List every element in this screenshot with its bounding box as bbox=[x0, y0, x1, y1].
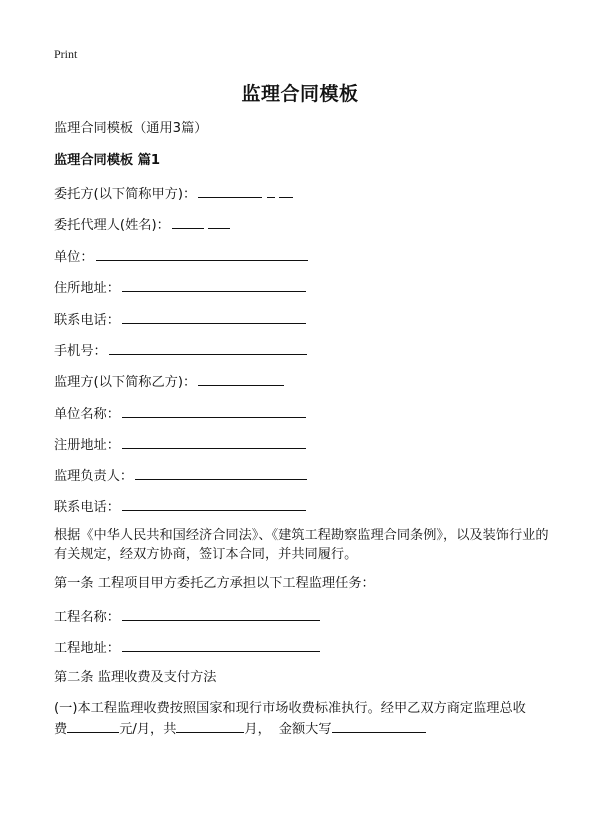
mobile-label: 手机号： bbox=[54, 344, 107, 359]
fee-month: 月， bbox=[244, 722, 271, 737]
unit-field bbox=[54, 248, 308, 266]
project-address-blank bbox=[122, 639, 320, 652]
fee-unit-month: 元/月，共 bbox=[119, 722, 177, 737]
address-label: 住所地址： bbox=[54, 281, 120, 296]
mobile-blank bbox=[109, 342, 307, 355]
print-link[interactable]: Print bbox=[54, 47, 78, 61]
agent-blank-2 bbox=[208, 216, 230, 229]
supervisor-blank bbox=[198, 373, 284, 386]
supervisor-head-blank bbox=[135, 467, 307, 480]
document-title: 监理合同模板 bbox=[241, 83, 359, 105]
fee-amount-label: 金额大写 bbox=[278, 722, 332, 737]
address-blank bbox=[122, 279, 306, 292]
unit-name-blank bbox=[122, 405, 306, 418]
unit-name-field bbox=[54, 405, 306, 423]
fee-per-month-blank bbox=[67, 720, 119, 733]
client-field bbox=[54, 185, 293, 203]
supervisor-head-field bbox=[54, 467, 307, 485]
section-heading: 监理合同模板 篇1 bbox=[54, 153, 161, 168]
supervisor-label: 监理方(以下简称乙方)： bbox=[54, 375, 197, 390]
phone-field bbox=[54, 311, 306, 329]
phone2-field bbox=[54, 498, 306, 516]
project-address-label: 工程地址： bbox=[54, 641, 120, 656]
agent-field bbox=[54, 216, 230, 234]
agent-label: 委托代理人(姓名)： bbox=[54, 218, 170, 233]
client-blank bbox=[198, 185, 262, 198]
unit-label: 单位： bbox=[54, 250, 94, 265]
fee-months-blank bbox=[176, 720, 244, 733]
reg-address-field bbox=[54, 436, 306, 454]
address-field bbox=[54, 279, 306, 297]
reg-address-label: 注册地址： bbox=[54, 438, 120, 453]
fee-prefix: 费 bbox=[54, 722, 68, 737]
supervisor-field bbox=[54, 373, 284, 391]
project-name-label: 工程名称： bbox=[54, 610, 120, 625]
project-name-field bbox=[54, 608, 320, 626]
client-blank-3 bbox=[279, 185, 293, 198]
unit-name-label: 单位名称： bbox=[54, 407, 120, 422]
intro-paragraph: 根据《中华人民共和国经济合同法》、《建筑工程勘察监理合同条例》，以及装饰行业的有关规定，经双方协商，签订本合同，并共同履行。 bbox=[54, 528, 549, 562]
client-label: 委托方(以下简称甲方)： bbox=[54, 187, 197, 202]
agent-blank bbox=[172, 216, 204, 229]
document-subtitle: 监理合同模板（通用3篇） bbox=[54, 121, 208, 136]
phone-blank bbox=[122, 311, 306, 324]
phone2-label: 联系电话： bbox=[54, 500, 120, 515]
supervisor-head-label: 监理负责人： bbox=[54, 469, 134, 484]
article1: 第一条 工程项目甲方委托乙方承担以下工程监理任务： bbox=[54, 576, 375, 591]
fee-line2 bbox=[54, 720, 426, 738]
phone-label: 联系电话： bbox=[54, 313, 120, 328]
phone2-blank bbox=[122, 498, 306, 511]
project-name-blank bbox=[122, 608, 320, 621]
reg-address-blank bbox=[122, 436, 306, 449]
project-address-field bbox=[54, 639, 320, 657]
fee-amount-blank bbox=[332, 720, 426, 733]
client-blank-2 bbox=[267, 185, 275, 198]
unit-blank bbox=[96, 248, 308, 261]
fee-line1: (一)本工程监理收费按照国家和现行市场收费标准执行。经甲乙双方商定监理总收 bbox=[54, 701, 526, 716]
article2: 第二条 监理收费及支付方法 bbox=[54, 670, 217, 685]
mobile-field bbox=[54, 342, 307, 360]
